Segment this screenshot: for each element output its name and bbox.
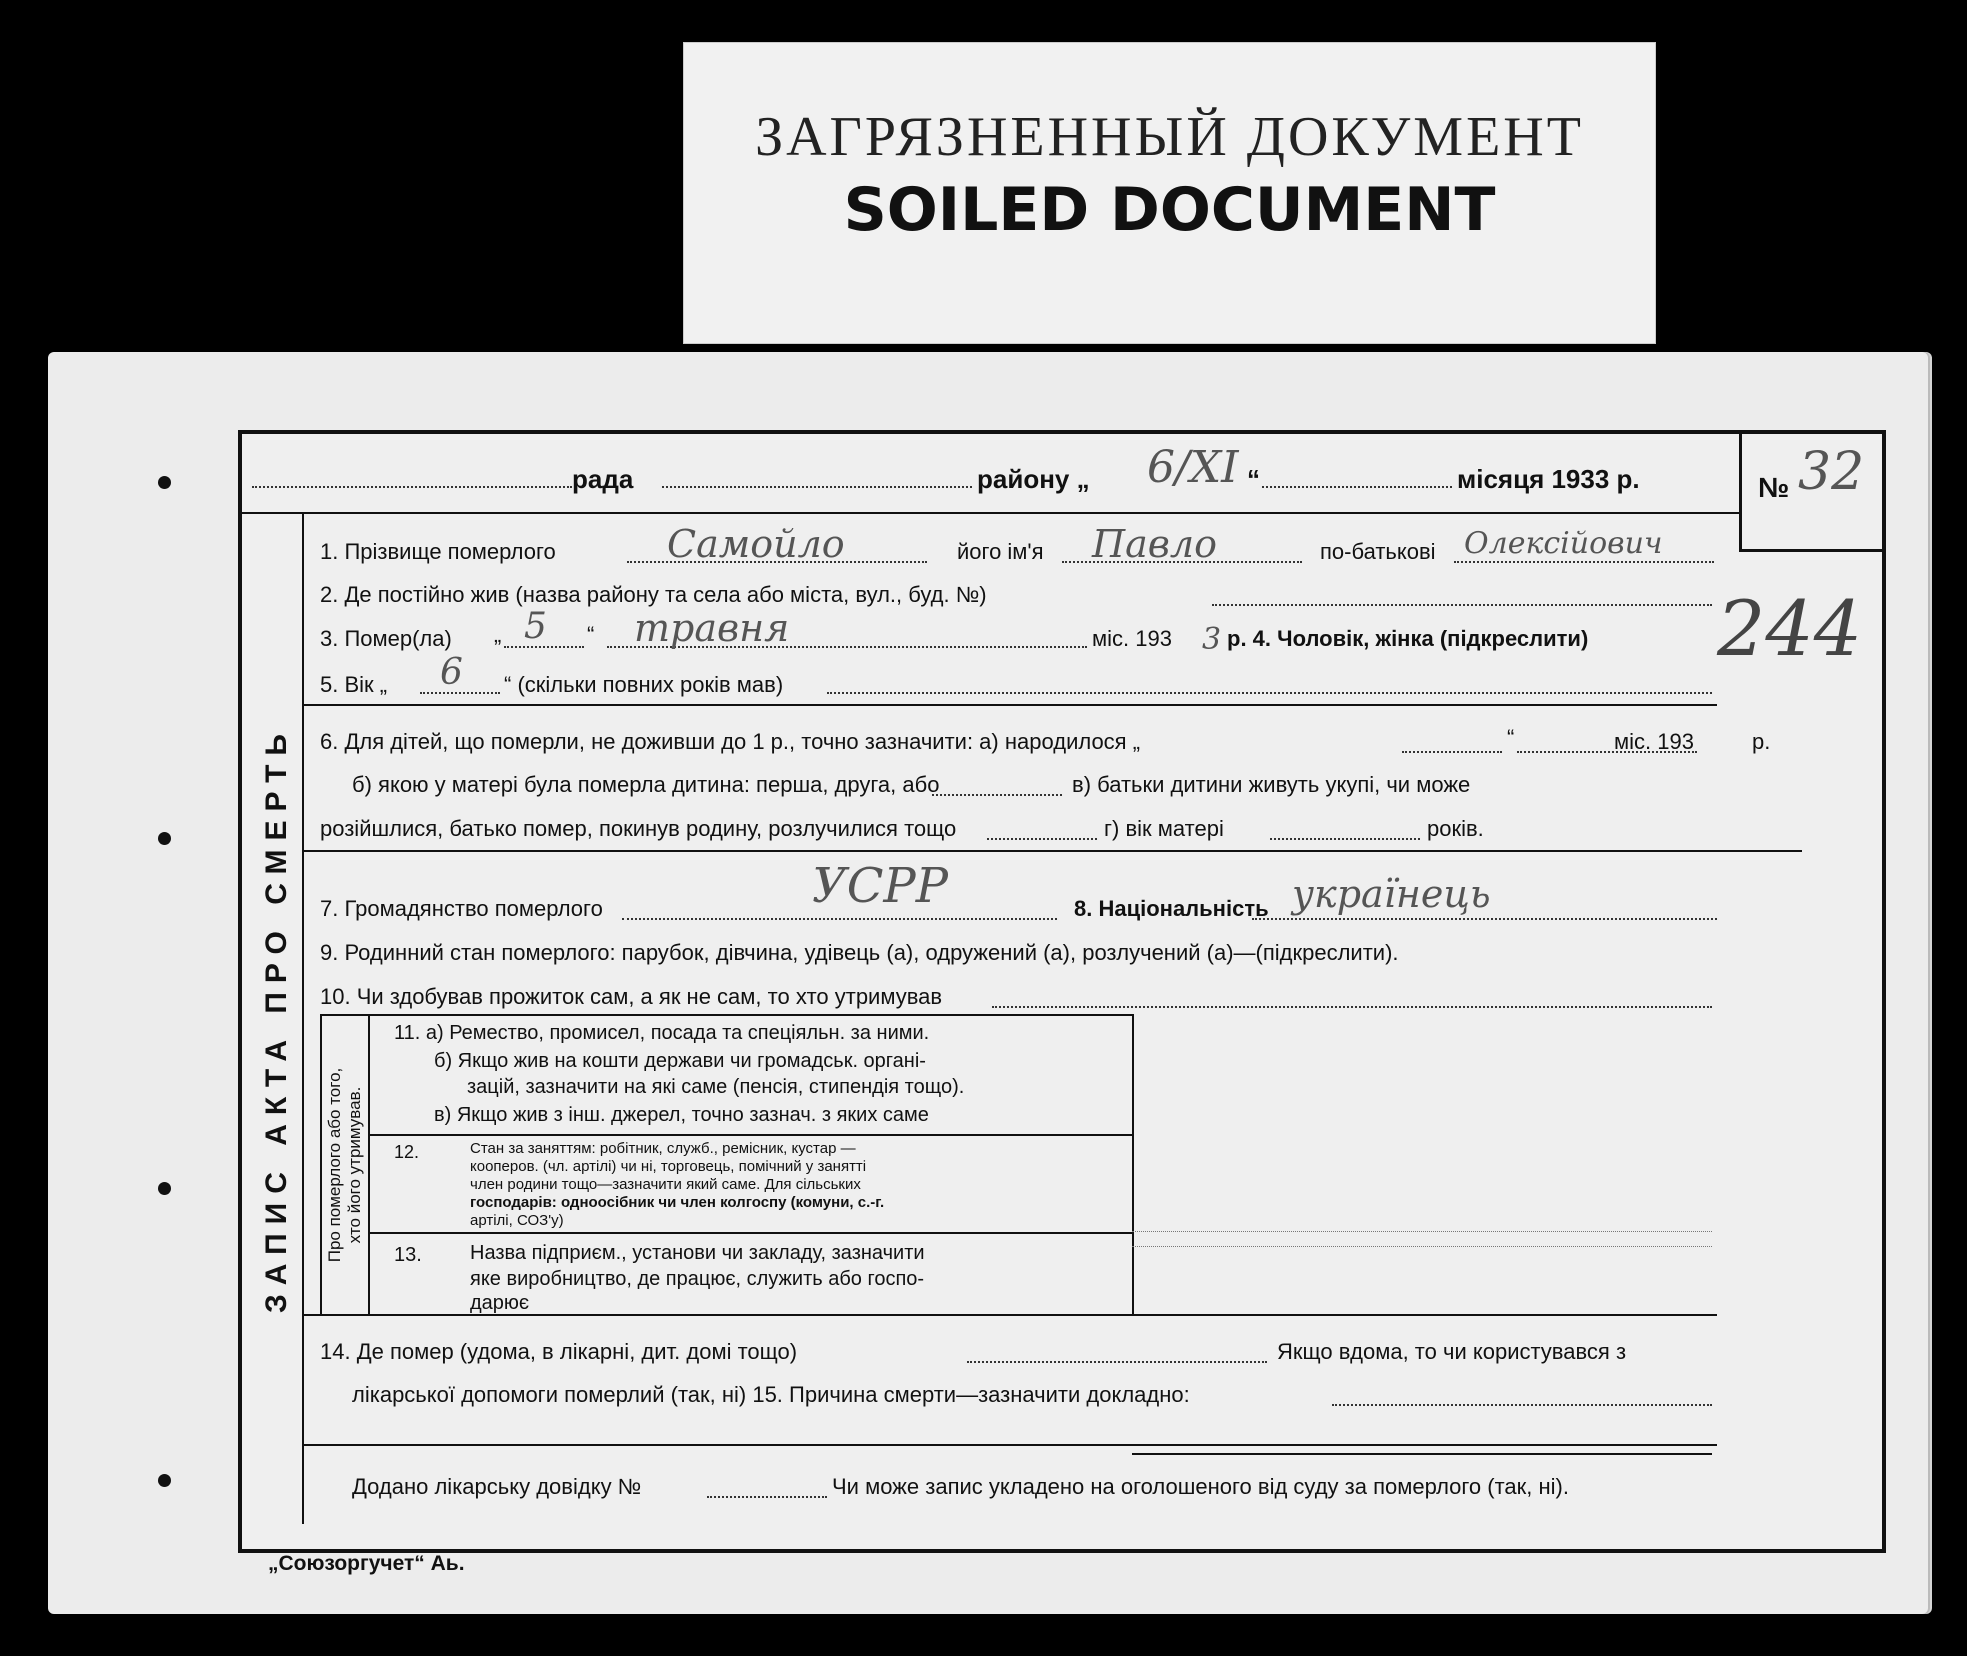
occupation-11a: 11. а) Ремество, промисел, посада та спеціяльн. за ними. [394, 1022, 930, 1044]
residence-label: 2. Де постійно жив (назва району та села або міста, вул., буд. №) [320, 582, 987, 607]
died-label: 3. Помер(ла) [320, 626, 452, 651]
age-note: “ (скільки повних років мав) [504, 672, 784, 697]
medical-certificate-label: Додано лікарську довідку № [352, 1474, 642, 1499]
rada-label: рада [572, 464, 634, 494]
surname-label: 1. Прізвище померлого [320, 539, 556, 564]
child-birth-label: 6. Для дітей, що померли, не доживши до 1 р., точно зазначити: а) народилося „ [320, 729, 1141, 754]
parents-together-label: в) батьки дитини живуть укупі, чи може [1072, 772, 1471, 797]
occupation-12-line5: артілі, СОЗ'у) [470, 1212, 564, 1229]
nationality-label: 8. Національність [1074, 896, 1269, 921]
punch-hole [158, 832, 171, 845]
marital-status-label: 9. Родинний стан померлого: парубок, дівчина, удівець (а), одружений (а), розлучений (а)—(підкреслити). [320, 940, 1399, 965]
occupation-11b-line1: б) Якщо жив на кошти держави чи громадськ. органі- [434, 1050, 926, 1072]
occupation-11b-line2: зацій, зазначити на які саме (пенсія, стипендія тощо). [467, 1076, 965, 1098]
punch-hole [158, 1182, 171, 1195]
handwritten-surname: Самойло [667, 522, 845, 566]
handwritten-month: 6/XI [1147, 442, 1239, 493]
month-year-label: місяця 1933 р. [1457, 464, 1640, 494]
handwritten-age: 6 [440, 652, 463, 693]
medical-help-cause-label: лікарської допомоги померлий (так, ні) 15. Причина смерти—зазначити докладно: [352, 1382, 1190, 1407]
name-label: його ім'я [957, 539, 1044, 564]
handwritten-record-number: 32 [1798, 442, 1865, 502]
child-order-label: б) якою у матері була померла дитина: перша, друга, або [352, 772, 940, 797]
livelihood-label: 10. Чи здобував прожиток сам, а як не сам, то хто утримував [320, 984, 943, 1009]
tag-russian-text: ЗАГРЯЗНЕННЫЙ ДОКУМЕНТ [755, 106, 1584, 168]
death-month-year-label: міс. 193 [1092, 626, 1172, 651]
handwritten-name: Павло [1092, 522, 1217, 566]
place-of-death-label: 14. Де помер (удома, в лікарні, дит. домі тощо) [320, 1339, 798, 1364]
tag-english-text: SOILED DOCUMENT [843, 175, 1496, 245]
raion-label: району „ [977, 464, 1090, 494]
handwritten-death-year: 3 [1202, 622, 1222, 657]
handwritten-margin-number: 244 [1717, 584, 1863, 673]
handwritten-death-month: травня [634, 606, 790, 650]
sex-label: р. 4. Чоловік, жінка (підкреслити) [1227, 626, 1589, 651]
death-record-form: рада району „ 6/XI “ місяця 1933 р. № 32 ЗАПИС АКТА ПРО СМЕРТЬ 1. Прізвище померлого Самойло його ім'я Павло по-батькові Олексійович 2. Де постійно жив (назва району та села або міста, вул., буд. №) 3. Помер(ла) „ 5 “ травня міс. 193 3 р. 4. Чоловік, жінка (підкреслити) 244 5. Вік „ 6 “ (скільки повних років мав) 6. Для дітей, що померли, не доживши до 1 р., точно зазначити: а) народилося „ “ міс. 193 р. б) якою у матері була померла дитина: перша, друга, або в) батьки дитини живуть укупі, чи може розійшлися, батько помер, покинув родину, розлучилися тощо г) вік матері років. 7. Громадянство померлого УСРР 8. Національність українець 9. Родинний стан померлого: парубок, дівчина, удівець (а), одружений (а), розлучений (а)—(підкреслити). 10. Чи здобував прожиток сам, а як не сам, то хто утримував Про померлого або того, хто його утримував. 11. а) Ремество, промисел, посада та спеціяльн. за ними. б) Якщо жив на кошти держави чи громадськ. органі- зацій, зазначити на які саме (пенсія, стипендія тощо). в) Якщо жив з інш. джерел, точно зазнач. з яких саме 12. Стан за заняттям: робітник, служб., ремісник, кустар — кооперов. (чл. артілі) чи ні, торговець, помічний у занятті член родини тощо—зазначити який саме. Для сільських господарів: одноосібник чи член колгоспу (комуни, с.-г. артілі, СОЗ'у) 13. Назва підприєм., установи чи закладу, зазначити яке виробництво, де працює, служить або госпо- дарює 14. Де помер (удома, в лікарні, дит. домі тощо) Якщо вдома, то чи користувався з лікарської допомоги померлий (так, ні) 15. Причина смерти—зазначити докладно: Додано лікарську довідку № Чи може запис укладено на оголошеного від суду за померлого (так, ні). [238, 430, 1886, 1553]
patronymic-label: по-батькові [1320, 539, 1436, 564]
handwritten-citizenship: УСРР [812, 858, 949, 914]
occupation-13-line2: яке виробництво, де працює, служить або госпо- [470, 1268, 925, 1290]
occupation-block: Про померлого або того, хто його утримував. 11. а) Ремество, промисел, посада та спеціяльн. за ними. б) Якщо жив на кошти держави чи громадськ. органі- зацій, зазначити на які саме (пенсія, стипендія тощо). в) Якщо жив з інш. джерел, точно зазнач. з яких саме 12. Стан за заняттям: робітник, служб., ремісник, кустар — кооперов. (чл. артілі) чи ні, торговець, помічний у занятті член родини тощо—зазначити який саме. Для сільських господарів: одноосібник чи член колгоспу (комуни, с.-г. артілі, СОЗ'у) 13. Назва підприєм., установи чи закладу, зазначити яке виробництво, де працює, служить або госпо- дарює [320, 1014, 1134, 1316]
occupation-12-line1: Стан за заняттям: робітник, служб., ремісник, кустар — [470, 1140, 856, 1157]
occupation-12-line3: член родини тощо—зазначити який саме. Для сільських [470, 1176, 861, 1193]
occupation-block-label: Про померлого або того, хто його утримував. [322, 1016, 370, 1314]
printer-imprint: „Союзоргучет“ Аь. [268, 1552, 465, 1575]
occupation-13-line3: дарює [470, 1292, 530, 1314]
occupation-12-line4: господарів: одноосібник чи член колгоспу (комуни, с.-г. [470, 1194, 885, 1211]
side-title: ЗАПИС АКТА ПРО СМЕРТЬ [252, 514, 304, 1524]
age-label: 5. Вік „ [320, 672, 388, 697]
punch-hole [158, 476, 171, 489]
occupation-13-line1: Назва підприєм., установи чи закладу, зазначити [470, 1242, 925, 1264]
record-number-box: № 32 [1739, 434, 1882, 552]
citizenship-label: 7. Громадянство померлого [320, 896, 603, 921]
handwritten-patronymic: Олексійович [1464, 526, 1663, 561]
soiled-document-tag [683, 42, 1656, 344]
occupation-11c: в) Якщо жив з інш. джерел, точно зазнач. з яких саме [434, 1104, 929, 1126]
handwritten-day: 5 [524, 606, 547, 647]
punch-hole [158, 1474, 171, 1487]
occupation-12-line2: кооперов. (чл. артілі) чи ні, торговець, помічний у занятті [470, 1158, 867, 1175]
handwritten-nationality: українець [1292, 872, 1491, 916]
court-declaration-label: Чи може запис укладено на оголошеного від суду за померлого (так, ні). [832, 1474, 1569, 1499]
child-birth-month-label: міс. 193 [1614, 729, 1694, 754]
parents-status-label: розійшлися, батько помер, покинув родину, розлучилися тощо [320, 816, 957, 841]
at-home-label: Якщо вдома, то чи користувався з [1277, 1339, 1627, 1364]
mother-age-label: г) вік матері [1104, 816, 1224, 841]
